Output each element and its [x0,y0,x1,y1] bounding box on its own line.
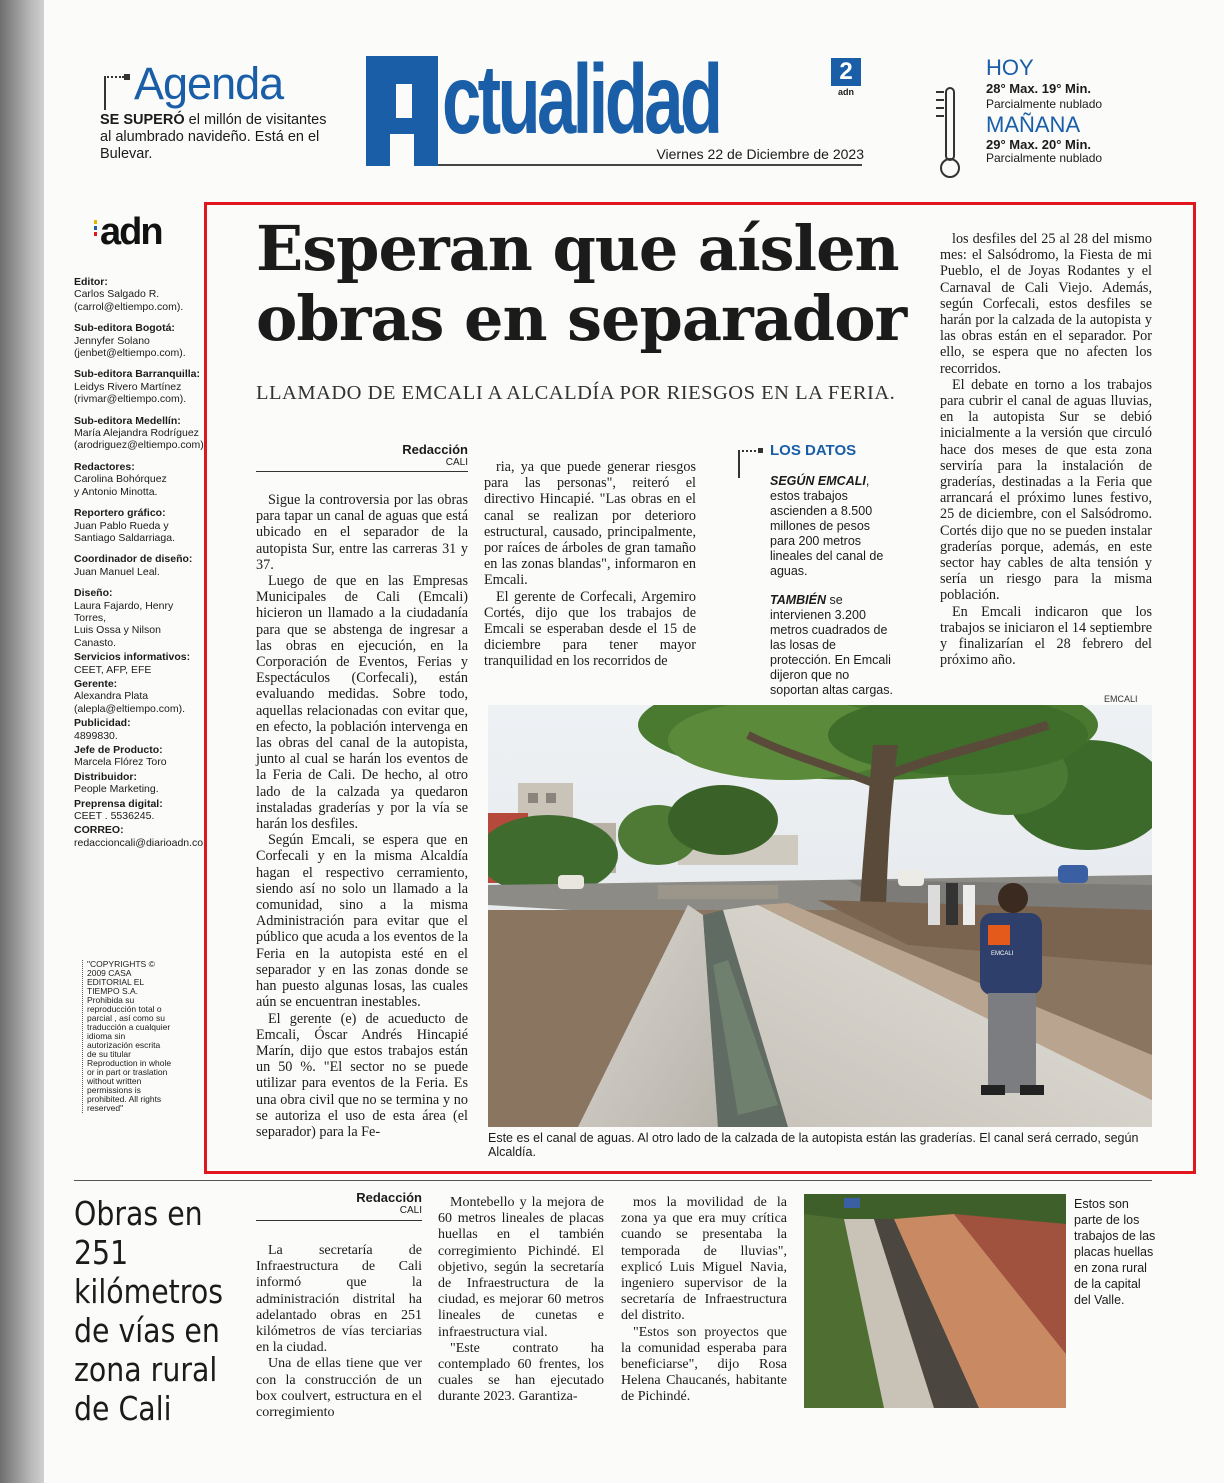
staff-line: People Marketing. [74,783,159,796]
section-rule [74,1180,1152,1181]
datos-dot-icon [758,448,763,453]
staff-role: Servicios informativos: [74,651,191,664]
road-works-photo [804,1194,1066,1408]
second-byline-name: Redacción [356,1190,422,1205]
paragraph: El gerente (e) de acueducto de Emcali, Óscar Andrés Hincapié Marín, dijo que estos trabajos están un 50 %. "El sector no se puede utilizar para eventos de la Feria. Es una obra civil que no se termina y no se autoriza el uso de esta área (el separador) para la Fe- [256,1010,468,1140]
staff-role: Reportero gráfico: [74,507,166,520]
staff-line: (jenbet@eltiempo.com). [74,347,186,360]
staff-line: (alepla@eltiempo.com). [74,702,186,715]
datos-item-text: , estos trabajos ascienden a 8.500 millones de pesos para 200 metros lineales del canal de aguas. [770,474,884,578]
paragraph: "Este contrato ha contemplado 60 frentes, los cuales se han ejecutado durante 2023. Garantiza- [438,1340,604,1405]
staff-role: Publicidad: [74,717,131,730]
second-column-3 [621,1195,787,1406]
staff-line: Laura Fajardo, Henry Torres, [74,599,174,624]
paragraph: "Estos son proyectos que la comunidad esperaba para beneficiarse", dijo Rosa Helena Chaucanés, habitante de Pichindé. [621,1324,787,1405]
canal-photo [488,705,1152,1127]
staff-item [74,771,204,796]
second-column-1 [256,1243,422,1421]
paragraph: La secretaría de Infraestructura de Cali informó que la administración distrital ha adelantado obras en 251 kilómetros de vías terciarias en la ciudad. [256,1243,422,1356]
staff-item [74,461,204,498]
staff-box [74,276,207,858]
staff-line: (arodriguez@eltiempo.com). [74,439,207,452]
agenda-bracket-icon [104,76,124,110]
agenda-text [100,112,340,163]
staff-line: Marcela Flórez Toro [74,756,167,769]
datos-item-bold: TAMBIÉN [770,593,827,607]
staff-role: Sub-editora Bogotá: [74,322,175,335]
staff-item [74,276,204,313]
paragraph: En Emcali indicaron que los trabajos se iniciaron el 14 septiembre y finalizarían el 28 febrero del próximo año. [940,603,1152,669]
weather-today-desc: Parcialmente nublado [986,97,1103,111]
staff-line: Juan Pablo Rueda y [74,519,169,532]
staff-line: CEET . 5536245. [74,810,155,823]
staff-role: Coordinador de diseño: [74,553,193,566]
article-column-1 [256,492,468,1140]
weather-tomorrow-temp: 29° Max. 20° Min. [986,137,1092,152]
page-brand: adn [837,87,854,97]
datos-item [770,593,896,698]
second-photo-caption: Estos son parte de los trabajos de las placas huellas en zona rural de la capital del Valle. [1074,1197,1156,1307]
paragraph: ria, ya que puede generar riesgos para las personas", reiteró el directivo Hincapié. "Las obras en el canal se realizan por deterioro estructural, causado, principalmente, por raíces de árboles de gran tamaño en las zonas blandas", informaron en Emcali. [484,459,696,589]
staff-item [74,587,204,649]
datos-item [770,474,896,579]
datos-title: LOS DATOS [770,442,857,459]
paragraph: Montebello y la mejora de 60 metros lineales de placas huellas en el también corregimiento Pichindé. El objetivo, según la secretaría de Infraestructura de la ciudad, es mejorar 60 metros lineales de cunetas e infraestructura vial. [438,1195,604,1340]
agenda-body: el millón de visitantes al alumbrado navideño. Está en el Bulevar. [100,112,327,162]
staff-line: Carlos Salgado R. [74,288,160,301]
staff-line: redaccioncali@diarioadn.co [74,836,204,849]
staff-item [74,744,204,769]
second-byline-place: CALI [399,1205,422,1216]
masthead-rule [438,164,862,166]
staff-line: Alexandra Plata [74,690,149,703]
paragraph: El debate en torno a los trabajos para cubrir el canal de aguas lluvias, en la autopista Sur se debió inicialmente a la versión que circuló hace dos meses de que esta zona serviría para la instalación de graderías, destinadas a la Feria que arrancará el próximo lunes festivo, 25 de diciembre, con el Salsódromo. Cortés dijo que no se pueden instalar graderías porque, además, en este sector hay cables de alta tensión y sería un riesgo para la misma población. [940,376,1152,604]
worker-vest-text: EMCALI [991,951,1014,957]
second-byline-rule [256,1220,422,1221]
staff-role: Redactores: [74,460,135,473]
weather-today-temp: 28° Max. 19° Min. [986,81,1092,96]
copyright-notice: "COPYRIGHTS © 2009 CASA EDITORIAL EL TIEMPO S.A. Prohibida su reproducción total o parcial , así como su traducción a cualquier idioma sin autorización escrita de su titular Reproduction in whole or in part or traslation without written permissions is prohibited. All rights reserved" [82,960,172,1113]
byline-name: Redacción [402,442,468,457]
datos-box [736,442,896,698]
paragraph: Luego de que en las Empresas Municipales de Cali (Emcali) hicieron un llamado a la ciudadanía para que se abstenga de ingresar a las obras en ejecución, en la Corporación de Eventos, Ferias y Espectáculos (Corfecali), están evaluando medidas. Sobre todo, aquellas relacionadas con evitar que, en efecto, la población intervenga en las obras del canal de la autopista, junto al cual se harán los eventos de la Feria de Cali. De hecho, al otro lado de la calzada ya quedaron instaladas graderías y por la vía se harán los desfiles. [256,573,468,833]
staff-role: Distribuidor: [74,770,137,783]
staff-item [74,798,204,823]
staff-line: 4899830. [74,729,118,742]
issue-date: Viernes 22 de Diciembre de 2023 [656,146,864,162]
staff-item [74,824,204,849]
staff-line: Luis Ossa y Nilson Canasto. [74,624,161,649]
staff-item [74,507,204,544]
staff-role: Jefe de Producto: [74,744,163,756]
staff-line: Juan Manuel Leal. [74,565,160,578]
article-column-3 [940,231,1152,668]
agenda-bold: SE SUPERÓ [100,112,185,128]
page-edge-shadow [0,0,44,1483]
staff-line: Carolina Bohórquez [74,473,167,486]
weather-tomorrow-label: MAÑANA [986,112,1081,137]
paragraph: los desfiles del 25 al 28 del mismo mes: el Salsódromo, la Fiesta de mi Pueblo, el de Joyas Rodantes y el Carnaval de Cali Viejo. Además, según Corfecali, estos desfiles se harán por la calzada de la autopista y las obras están en el separador. Por ello, se espera que no afecten los recorridos. [940,231,1152,377]
staff-role: Sub-editora Barranquilla: [74,368,201,381]
article-column-2 [484,459,696,670]
paragraph: El gerente de Corfecali, Argemiro Cortés, dijo que los trabajos de Emcali se esperaban desde el 15 de diciembre para tener mayor tranquilidad en los recorridos de [484,588,696,670]
photo-caption: Este es el canal de aguas. Al otro lado de la calzada de la autopista están las graderías. El canal será cerrado, según Alcaldía. [488,1131,1139,1159]
weather-tomorrow-desc: Parcialmente nublado [986,151,1103,165]
staff-role: Diseño: [74,587,113,600]
masthead-a-logo-icon [366,56,438,166]
staff-role: Preprensa digital: [74,797,163,810]
paragraph: Sigue la controversia por las obras para tapar un canal de aguas que está ubicado en el separador de la autopista Sur, entre las carreras 31 y 37. [256,492,468,573]
masthead-title: ctualidad [442,44,720,154]
newspaper-page [44,0,1224,1483]
article-kicker: LLAMADO DE EMCALI A ALCALDÍA POR RIESGOS EN LA FERIA. [256,382,896,404]
paragraph: mos la movilidad de la zona ya que era muy crítica cuando se presentaba la temporada de lluvias", explicó Luis Miguel Navia, ingeniero supervisor de la secretaría de Infraestructura del distrito. [621,1195,787,1324]
second-headline: Obras en 251 kilómetros de vías en zona rural de Cali [74,1194,223,1428]
page-number: 2 [831,58,861,86]
second-column-2 [438,1195,604,1406]
byline-rule [256,471,468,472]
staff-item [74,717,204,742]
staff-line: y Antonio Minotta. [74,485,158,498]
staff-line: Leidys Rivero Martínez [74,380,182,393]
datos-item-bold: SEGÚN EMCALI [770,474,866,488]
staff-item [74,322,204,359]
weather-today-label: HOY [986,55,1034,80]
staff-line: María Alejandra Rodríguez [74,427,199,440]
thermometer-icon [934,86,960,186]
staff-line: Santiago Saldarriaga. [74,531,175,544]
staff-item [74,368,204,405]
article-byline [256,442,468,468]
staff-role: CORREO: [74,824,124,837]
staff-item [74,678,204,715]
photo-credit: EMCALI [1104,694,1138,704]
staff-line: (rivmar@eltiempo.com). [74,393,187,406]
adn-logo-text: adn [100,211,162,250]
article-headline: Esperan que aíslen obras en separador [256,212,907,355]
staff-item [74,553,204,578]
staff-line: Jennyfer Solano [74,334,150,347]
staff-role: Sub-editora Medellín: [74,414,181,427]
staff-role: Gerente: [74,677,118,690]
staff-item [74,651,204,676]
staff-role: Editor: [74,276,108,288]
agenda-title: Agenda [134,58,284,109]
paragraph: Una de ellas tiene que ver con la construcción de un box coulvert, estructura en el corregimiento [256,1356,422,1421]
staff-item [74,414,207,452]
datos-bracket-icon [738,450,760,478]
staff-line: (carrol@eltiempo.com). [74,300,184,313]
datos-item-text: se intervienen 3.200 metros cuadrados de las losas de protección. En Emcali dijeron que no soportan altas cargas. [770,593,893,697]
paragraph: Según Emcali, se espera que en Corfecali y en la misma Alcaldía hagan el respectivo cerramiento, siendo así no solo un llamado a la comunidad, sino a la misma Administración para evitar que el público que acuda a los eventos de la Feria en la autopista esté en el separador y en las zonas donde se han puesto algunas losas, las cuales aún se encuentran inestables. [256,832,468,1011]
second-byline [256,1190,422,1216]
byline-place: CALI [445,457,468,468]
agenda-dot-icon [124,74,130,80]
staff-line: CEET, AFP, EFE [74,663,152,676]
adn-logo [94,210,184,250]
